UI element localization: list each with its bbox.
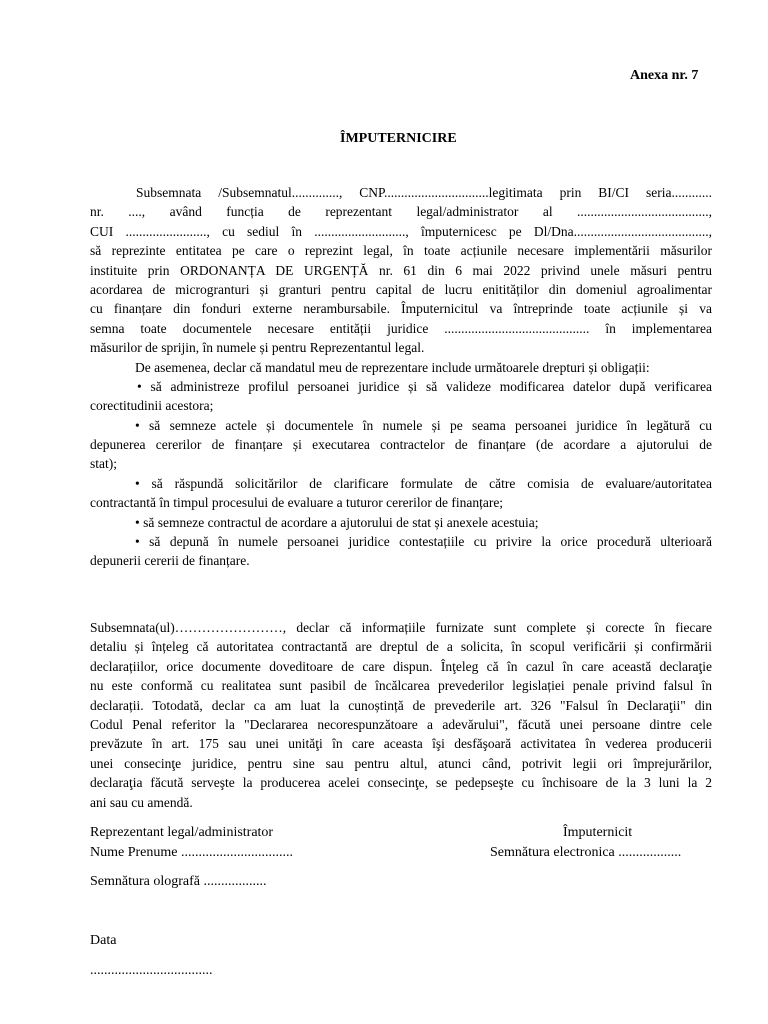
declaration-line: declaraţia făcută serveşte la producerea acelei consecinţe, se pedepseşte cu închisoare de la 3 luni la 2 [90, 775, 712, 791]
body-line: CUI ........................, cu sediul în ..........................., împuternicesc pe Dl/Dna........................................, [90, 223, 712, 239]
body-line: depunerii cererii de finanțare. [90, 553, 250, 569]
declaration-line: detaliu și înțeleg că autoritatea contractantă are dreptul de a solicita, în scopul verificării și confirmării [90, 639, 712, 655]
body-line: nr. ...., având funcția de reprezentant legal/administrator al ......................................., [90, 204, 712, 220]
proxy-title: Împuternicit [563, 825, 633, 840]
body-line: Subsemnata /Subsemnatul.............., CNP...............................legitimata prin BI/CI seria............ [136, 185, 712, 200]
rep-name-field: Nume Prenume ................................ [90, 845, 293, 860]
declaration-paragraph [90, 618, 712, 812]
obligation-item: • să răspundă solicitărilor de clarificare formulate de către comisia de evaluare/autoritatea [135, 475, 712, 491]
body-line: acordarea de microgranturi și granturi pentru capital de lucru enitităților din domeniul agroalimentar [90, 281, 712, 297]
declaration-line: ani sau cu amendă. [90, 794, 193, 810]
declaration-line: declarațiilor, orice documente doveditoare de care dispun. Înţeleg că în cazul în care această declaraţie [90, 658, 712, 674]
obligation-item: • să depună în numele persoanei juridice contestațiile cu privire la orice procedură ulterioară [135, 534, 712, 550]
body-line: măsurilor de sprijin, în numele și pentru Reprezentantul legal. [90, 340, 425, 356]
declaration-line: declarații. Totodată, declar ca am luat la cunoștință de prevederile art. 326 "Falsul în Declaraţii" din [90, 697, 712, 713]
declaration-line: nu este conformă cu realitatea sunt pasibil de încălcarea prevederilor legislației penale privind falsul în [90, 678, 712, 694]
body-line: stat); [90, 456, 117, 472]
body-line: corectitudinii acestora; [90, 398, 214, 414]
obligation-item: • să semneze contractul de acordare a ajutorului de stat și anexele acestuia; [135, 514, 539, 530]
annex-label: Anexa nr. 7 [630, 68, 699, 83]
obligation-item: • să administreze profilul persoanei juridice și să valideze modificarea datelor după verificarea [137, 378, 712, 394]
body-line: cu finanțare din fonduri externe nerambursabile. Împuternicitul va întreprinde toate acțiunile și va [90, 301, 712, 317]
date-field: ................................... [90, 963, 213, 978]
declaration-line: Codul Penal referitor la "Declararea necorespunzătoare a adevărului", făcută unei persoane dintre cele [90, 716, 712, 732]
body-line: semna toate documentele necesare entității juridice ........................................... în implementarea [90, 320, 712, 336]
date-label: Data [90, 933, 117, 948]
body-line: instituite prin ORDONANȚA DE URGENȚĂ nr. 61 din 6 mai 2022 privind unele măsuri pentru [90, 262, 712, 278]
body-line: depunerea cererilor de finanțare și executarea contractelor de finanțare (de acordare a ajutorului de [90, 437, 712, 453]
body-line: să reprezinte entitatea pe care o reprezint legal, în toate acțiunile necesare implementării măsurilor [90, 243, 712, 259]
rep-title: Reprezentant legal/administrator [90, 825, 274, 840]
declaration-line: unei consecinţe juridice, pentru sine sau pentru altul, atunci când, potrivit legii ori împrejurărilor, [90, 755, 712, 771]
mandate-body [90, 183, 712, 571]
declaration-line: Subsemnata(ul)……………………, declar că informațiile furnizate sunt complete și corecte în fiecare [90, 620, 712, 635]
handwritten-signature-field: Semnătura olografă .................. [90, 874, 267, 889]
body-line: contractantă în timpul procesului de evaluare a tuturor cererilor de finanțare; [90, 495, 504, 511]
declaration-line: prevăzute în art. 175 sau unei unităţi în care aceasta îşi desfăşoară activitatea în vederea producerii [90, 736, 712, 752]
obligation-item: • să semneze actele și documentele în numele și pe seama persoanei juridice în legătură cu [135, 417, 712, 433]
proxy-esign-field: Semnătura electronica .................. [490, 845, 682, 860]
body-line: De asemenea, declar că mandatul meu de reprezentare include următoarele drepturi și obligații: [135, 359, 650, 375]
document-title: ÎMPUTERNICIRE [340, 131, 457, 146]
